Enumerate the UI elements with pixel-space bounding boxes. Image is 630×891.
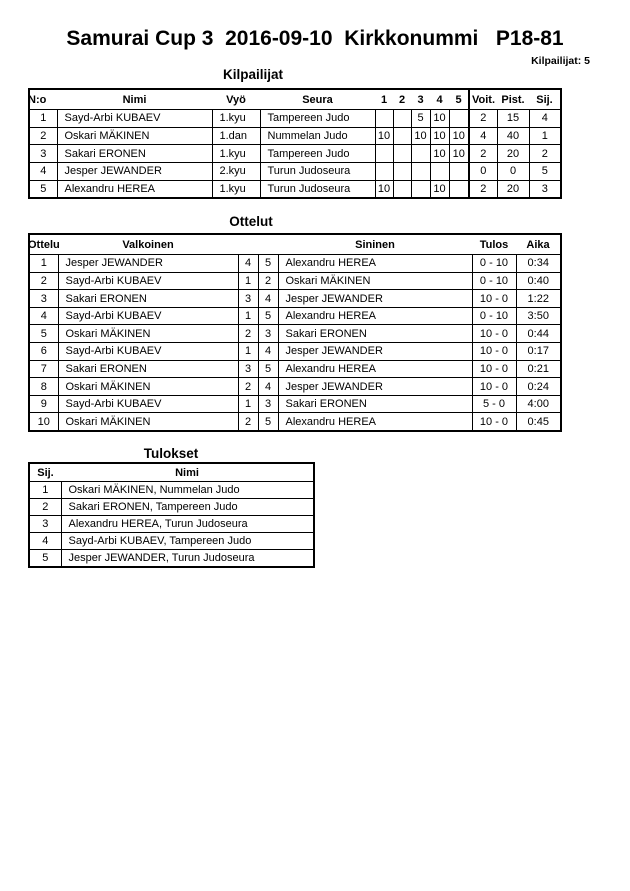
cell-blue-no: 5 <box>258 255 278 273</box>
cell-r5: 10 <box>449 127 469 145</box>
col-header-pist: Pist. <box>497 90 529 110</box>
col-header-no: N:o <box>30 90 57 110</box>
cell-time: 0:34 <box>516 255 560 273</box>
cell-place: 2 <box>30 499 61 516</box>
cell-wins: 2 <box>469 110 497 128</box>
col-header-voit: Voit. <box>469 90 497 110</box>
cell-time: 0:21 <box>516 360 560 378</box>
cell-blue-no: 4 <box>258 290 278 308</box>
cell-r1: 10 <box>375 127 393 145</box>
table-row <box>30 110 560 128</box>
cell-r3 <box>411 145 430 163</box>
cell-white-name: Jesper JEWANDER <box>58 255 238 273</box>
cell-r2 <box>393 110 411 128</box>
cell-blue-name: Alexandru HEREA <box>278 360 472 378</box>
cell-time: 0:40 <box>516 272 560 290</box>
cell-time: 4:00 <box>516 395 560 413</box>
col-header-seura: Seura <box>260 90 375 110</box>
cell-place: 3 <box>529 180 560 197</box>
cell-name: Sakari ERONEN <box>57 145 212 163</box>
cell-white-no: 1 <box>238 395 258 413</box>
cell-white-name: Sayd-Arbi KUBAEV <box>58 307 238 325</box>
competitors-section-heading: Kilpailijat <box>222 67 283 82</box>
cell-blue-name: Alexandru HEREA <box>278 307 472 325</box>
cell-match-no: 2 <box>30 272 58 290</box>
col-header-round-4: 4 <box>430 90 449 110</box>
cell-match-no: 7 <box>30 360 58 378</box>
competitors-table <box>28 88 562 199</box>
cell-blue-no: 4 <box>258 378 278 396</box>
cell-match-no: 4 <box>30 307 58 325</box>
cell-white-name: Sakari ERONEN <box>58 360 238 378</box>
cell-place: 1 <box>30 482 61 499</box>
cell-result: 0 - 10 <box>472 307 516 325</box>
cell-time: 1:22 <box>516 290 560 308</box>
cell-wins: 2 <box>469 180 497 197</box>
cell-blue-no: 3 <box>258 325 278 343</box>
cell-blue-no: 5 <box>258 307 278 325</box>
cell-white-name: Sayd-Arbi KUBAEV <box>58 395 238 413</box>
cell-r2 <box>393 145 411 163</box>
col-header-valkoinen: Valkoinen <box>58 235 238 255</box>
cell-match-no: 6 <box>30 343 58 361</box>
cell-time: 0:17 <box>516 343 560 361</box>
cell-points: 20 <box>497 145 529 163</box>
cell-time: 0:44 <box>516 325 560 343</box>
cell-white-name: Oskari MÄKINEN <box>58 413 238 430</box>
cell-r3: 10 <box>411 127 430 145</box>
cell-no: 3 <box>30 145 57 163</box>
cell-no: 2 <box>30 127 57 145</box>
cell-white-no: 4 <box>238 255 258 273</box>
cell-r5 <box>449 110 469 128</box>
col-header-white-no <box>238 235 258 255</box>
cell-place: 1 <box>529 127 560 145</box>
cell-place: 4 <box>529 110 560 128</box>
cell-r4: 10 <box>430 145 449 163</box>
cell-blue-name: Sakari ERONEN <box>278 395 472 413</box>
cell-match-no: 9 <box>30 395 58 413</box>
cell-wins: 4 <box>469 127 497 145</box>
cell-r5: 10 <box>449 145 469 163</box>
cell-time: 3:50 <box>516 307 560 325</box>
table-row <box>30 395 560 413</box>
cell-white-name: Oskari MÄKINEN <box>58 325 238 343</box>
cell-r4: 10 <box>430 127 449 145</box>
cell-blue-no: 3 <box>258 395 278 413</box>
cell-wins: 0 <box>469 162 497 180</box>
cell-place: 3 <box>30 516 61 533</box>
cell-wins: 2 <box>469 145 497 163</box>
cell-match-no: 8 <box>30 378 58 396</box>
cell-name-club: Jesper JEWANDER, Turun Judoseura <box>61 550 313 566</box>
col-header-vyo: Vyö <box>212 90 260 110</box>
table-row <box>30 290 560 308</box>
col-header-sij: Sij. <box>529 90 560 110</box>
col-header-round-3: 3 <box>411 90 430 110</box>
cell-place: 5 <box>529 162 560 180</box>
cell-points: 15 <box>497 110 529 128</box>
cell-match-no: 10 <box>30 413 58 430</box>
cell-blue-name: Alexandru HEREA <box>278 255 472 273</box>
cell-belt: 1.kyu <box>212 110 260 128</box>
cell-white-no: 1 <box>238 343 258 361</box>
matches-table-grid <box>30 235 560 430</box>
cell-blue-no: 5 <box>258 360 278 378</box>
competitors-header-row <box>30 90 560 110</box>
cell-result: 5 - 0 <box>472 395 516 413</box>
cell-white-no: 2 <box>238 325 258 343</box>
cell-result: 10 - 0 <box>472 290 516 308</box>
cell-name: Alexandru HEREA <box>57 180 212 197</box>
cell-blue-name: Jesper JEWANDER <box>278 378 472 396</box>
table-row <box>30 255 560 273</box>
cell-time: 0:45 <box>516 413 560 430</box>
cell-name-club: Sayd-Arbi KUBAEV, Tampereen Judo <box>61 533 313 550</box>
cell-r1 <box>375 162 393 180</box>
col-header-round-1: 1 <box>375 90 393 110</box>
matches-header-row <box>30 235 560 255</box>
cell-result: 10 - 0 <box>472 413 516 430</box>
table-row <box>30 307 560 325</box>
competitors-table-grid <box>30 90 560 197</box>
matches-table <box>28 233 562 432</box>
cell-r2 <box>393 127 411 145</box>
cell-r3 <box>411 162 430 180</box>
cell-result: 10 - 0 <box>472 378 516 396</box>
cell-white-name: Sayd-Arbi KUBAEV <box>58 343 238 361</box>
table-row <box>30 360 560 378</box>
cell-r2 <box>393 180 411 197</box>
table-row <box>30 499 313 516</box>
table-row <box>30 533 313 550</box>
cell-no: 4 <box>30 162 57 180</box>
cell-points: 20 <box>497 180 529 197</box>
col-header-aika: Aika <box>516 235 560 255</box>
cell-r4: 10 <box>430 180 449 197</box>
cell-blue-name: Jesper JEWANDER <box>278 343 472 361</box>
cell-blue-no: 2 <box>258 272 278 290</box>
cell-blue-name: Jesper JEWANDER <box>278 290 472 308</box>
cell-r3 <box>411 180 430 197</box>
table-row <box>30 482 313 499</box>
table-row <box>30 343 560 361</box>
cell-result: 0 - 10 <box>472 272 516 290</box>
table-row <box>30 325 560 343</box>
matches-section-heading: Ottelut <box>229 214 273 229</box>
cell-white-name: Oskari MÄKINEN <box>58 378 238 396</box>
results-section-heading: Tulokset <box>143 446 199 461</box>
cell-club: Turun Judoseura <box>260 162 375 180</box>
cell-white-no: 1 <box>238 307 258 325</box>
cell-name-club: Sakari ERONEN, Tampereen Judo <box>61 499 313 516</box>
cell-r3: 5 <box>411 110 430 128</box>
cell-name: Jesper JEWANDER <box>57 162 212 180</box>
cell-white-name: Sakari ERONEN <box>58 290 238 308</box>
cell-belt: 1.kyu <box>212 180 260 197</box>
cell-white-no: 2 <box>238 378 258 396</box>
col-header-sininen: Sininen <box>278 235 472 255</box>
table-row <box>30 516 313 533</box>
col-header-round-5: 5 <box>449 90 469 110</box>
cell-no: 1 <box>30 110 57 128</box>
cell-blue-name: Alexandru HEREA <box>278 413 472 430</box>
cell-blue-name: Sakari ERONEN <box>278 325 472 343</box>
cell-match-no: 3 <box>30 290 58 308</box>
cell-r5 <box>449 162 469 180</box>
cell-points: 40 <box>497 127 529 145</box>
cell-white-no: 2 <box>238 413 258 430</box>
table-row <box>30 550 313 566</box>
cell-result: 10 - 0 <box>472 325 516 343</box>
col-header-blue-no <box>258 235 278 255</box>
col-header-ottelu: Ottelu <box>30 235 58 255</box>
cell-name: Oskari MÄKINEN <box>57 127 212 145</box>
col-header-tulos: Tulos <box>472 235 516 255</box>
table-row <box>30 378 560 396</box>
col-header-nimi: Nimi <box>57 90 212 110</box>
cell-result: 10 - 0 <box>472 343 516 361</box>
cell-white-no: 1 <box>238 272 258 290</box>
table-row <box>30 127 560 145</box>
cell-name-club: Alexandru HEREA, Turun Judoseura <box>61 516 313 533</box>
cell-club: Tampereen Judo <box>260 110 375 128</box>
cell-no: 5 <box>30 180 57 197</box>
cell-result: 10 - 0 <box>472 360 516 378</box>
col-header-nimi: Nimi <box>61 464 313 482</box>
cell-r1 <box>375 110 393 128</box>
cell-blue-no: 5 <box>258 413 278 430</box>
cell-place: 2 <box>529 145 560 163</box>
cell-r5 <box>449 180 469 197</box>
results-header-row <box>30 464 313 482</box>
cell-name-club: Oskari MÄKINEN, Nummelan Judo <box>61 482 313 499</box>
participants-count-label: Kilpailijat: 5 <box>531 55 590 67</box>
results-table-grid <box>30 464 313 566</box>
cell-belt: 1.dan <box>212 127 260 145</box>
cell-time: 0:24 <box>516 378 560 396</box>
cell-place: 4 <box>30 533 61 550</box>
col-header-round-2: 2 <box>393 90 411 110</box>
cell-r1: 10 <box>375 180 393 197</box>
col-header-sij: Sij. <box>30 464 61 482</box>
cell-place: 5 <box>30 550 61 566</box>
results-table <box>28 462 315 568</box>
cell-club: Tampereen Judo <box>260 145 375 163</box>
table-row <box>30 162 560 180</box>
table-row <box>30 145 560 163</box>
cell-r4 <box>430 162 449 180</box>
cell-club: Nummelan Judo <box>260 127 375 145</box>
table-row <box>30 180 560 197</box>
cell-match-no: 5 <box>30 325 58 343</box>
cell-belt: 1.kyu <box>212 145 260 163</box>
cell-r2 <box>393 162 411 180</box>
cell-name: Sayd-Arbi KUBAEV <box>57 110 212 128</box>
cell-belt: 2.kyu <box>212 162 260 180</box>
page-title: Samurai Cup 3 2016-09-10 Kirkkonummi P18-81 <box>66 27 564 50</box>
cell-blue-no: 4 <box>258 343 278 361</box>
cell-r4: 10 <box>430 110 449 128</box>
cell-white-no: 3 <box>238 290 258 308</box>
cell-match-no: 1 <box>30 255 58 273</box>
cell-r1 <box>375 145 393 163</box>
cell-white-no: 3 <box>238 360 258 378</box>
cell-white-name: Sayd-Arbi KUBAEV <box>58 272 238 290</box>
cell-points: 0 <box>497 162 529 180</box>
table-row <box>30 272 560 290</box>
cell-blue-name: Oskari MÄKINEN <box>278 272 472 290</box>
table-row <box>30 413 560 430</box>
cell-club: Turun Judoseura <box>260 180 375 197</box>
cell-result: 0 - 10 <box>472 255 516 273</box>
